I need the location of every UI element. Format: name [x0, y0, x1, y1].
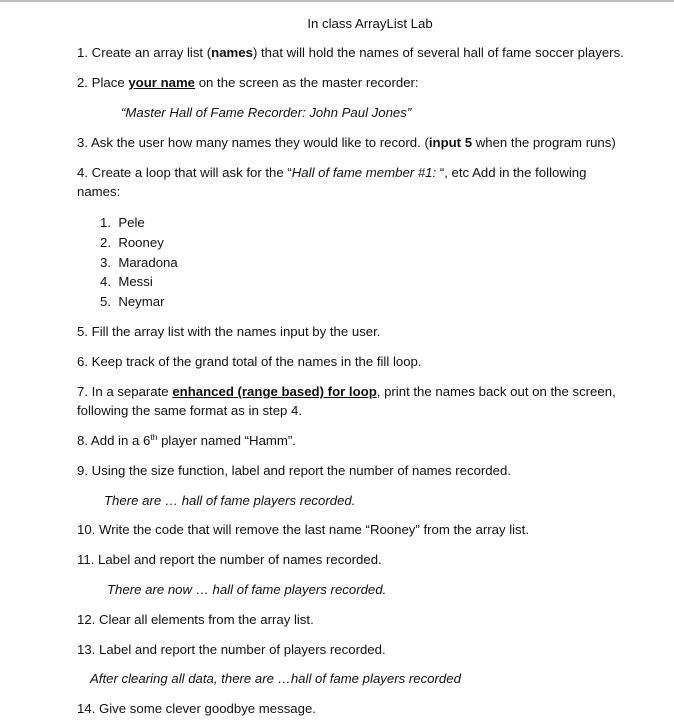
step-2-quote: “Master Hall of Fame Recorder: John Paul Jones”	[121, 105, 412, 120]
step-text: ) that will hold the names of several hall of fame soccer players.	[252, 45, 624, 60]
step-13: 13. Label and report the number of players recorded.	[77, 642, 386, 657]
step-text: Place	[91, 75, 129, 90]
player-name: Neymar	[118, 294, 165, 309]
step-text: Create a loop that will ask for the “	[91, 165, 292, 180]
player-list-item	[100, 253, 178, 272]
step-number: 2.	[77, 75, 88, 90]
player-name: Maradona	[118, 255, 178, 270]
step-14: 14. Give some clever goodbye message.	[77, 701, 316, 716]
step-text: “, etc Add in the following	[436, 165, 587, 180]
player-number: 3.	[100, 255, 111, 270]
player-list-item	[100, 233, 164, 252]
step-bold-text: enhanced (range based) for loop	[172, 384, 377, 399]
step-number: 4.	[77, 165, 88, 180]
step-7-continued: following the same format as in step 4.	[77, 403, 303, 418]
step-9-example: There are … hall of fame players recorded.	[104, 493, 356, 508]
step-3	[77, 133, 616, 152]
step-1	[77, 43, 624, 62]
step-text: Create an array list (	[91, 45, 212, 60]
step-10: 10. Write the code that will remove the last name “Rooney” from the array list.	[77, 522, 529, 537]
step-bold-text: your name	[128, 75, 196, 90]
player-number: 1.	[100, 215, 111, 230]
step-text: player named “Hamm”.	[157, 433, 296, 448]
step-bold-text: input 5	[428, 135, 473, 150]
player-number: 4.	[100, 274, 111, 289]
step-text: , print the names back out on the screen,	[376, 384, 616, 399]
step-text: when the program runs)	[472, 135, 616, 150]
top-border	[0, 0, 674, 2]
player-list-item	[100, 292, 165, 311]
step-8	[77, 431, 296, 450]
step-11: 11. Label and report the number of names recorded.	[77, 552, 382, 567]
step-text: on the screen as the master recorder:	[195, 75, 419, 90]
player-list-item	[100, 272, 153, 291]
step-number: 1.	[77, 45, 88, 60]
step-11-example: There are now … hall of fame players recorded.	[107, 582, 387, 597]
step-4	[77, 163, 586, 182]
step-13-example: After clearing all data, there are …hall of fame players recorded	[90, 671, 461, 686]
player-number: 2.	[100, 235, 111, 250]
step-4-continued: names:	[77, 184, 121, 199]
step-text: 8. Add in a 6	[77, 433, 151, 448]
step-bold-text: names	[211, 45, 253, 60]
player-name: Messi	[118, 274, 153, 289]
step-5: 5. Fill the array list with the names input by the user.	[77, 324, 381, 339]
step-italic-text: Hall of fame member #1:	[291, 165, 437, 180]
player-list-item	[100, 213, 145, 232]
step-12: 12. Clear all elements from the array list.	[77, 612, 314, 627]
player-name: Rooney	[118, 235, 164, 250]
player-number: 5.	[100, 294, 111, 309]
step-9: 9. Using the size function, label and report the number of names recorded.	[77, 463, 511, 478]
step-6: 6. Keep track of the grand total of the names in the fill loop.	[77, 354, 422, 369]
step-2	[77, 73, 419, 92]
ordinal-suffix: th	[150, 432, 158, 442]
step-7	[77, 382, 616, 401]
step-text: Ask the user how many names they would like to record. (	[90, 135, 429, 150]
player-name: Pele	[118, 215, 145, 230]
step-text: 7. In a separate	[77, 384, 173, 399]
page-title: In class ArrayList Lab	[307, 16, 433, 31]
step-number: 3.	[77, 135, 88, 150]
